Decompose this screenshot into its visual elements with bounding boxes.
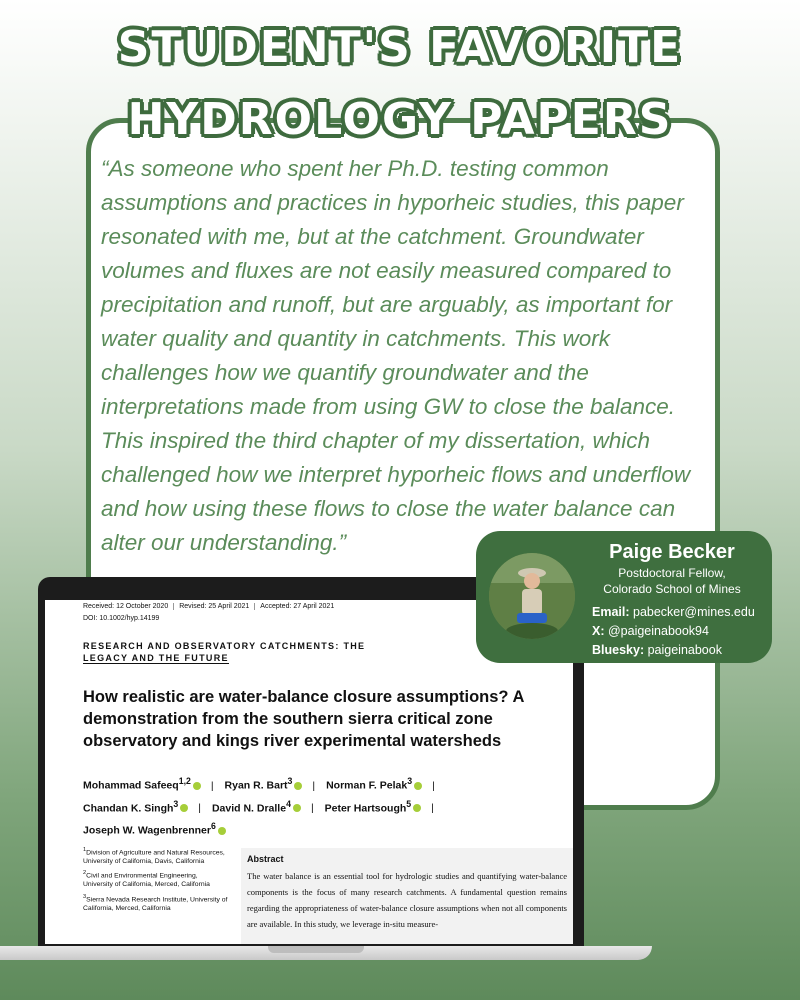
author-name: Peter Hartsough: [324, 802, 407, 814]
separator: |: [432, 779, 435, 792]
quote-line: and how using these flows to close the water balance can: [101, 496, 676, 521]
separator: |: [310, 802, 314, 814]
paper-dates: [83, 603, 339, 610]
quote-line: This inspired the third chapter of my dissertation, which: [101, 428, 650, 453]
affiliation-item: [83, 893, 229, 913]
section-tag-line-1: RESEARCH AND OBSERVATORY CATCHMENTS: THE: [83, 641, 366, 651]
affiliation-item: [83, 846, 229, 866]
bluesky-handle[interactable]: paigeinabook: [647, 643, 722, 657]
author-row: [83, 795, 543, 818]
quote-line: alter our understanding.”: [101, 530, 347, 555]
quote-line: volumes and fluxes are not easily measured compared to: [101, 258, 672, 283]
affiliation-item: [83, 869, 229, 889]
affiliation-text: Sierra Nevada Research Institute, University of California, Merced, California: [83, 896, 228, 912]
author-sup: 3: [287, 776, 293, 786]
author-name: Joseph W. Wagenbrenner: [83, 824, 211, 837]
author-sup: 4: [286, 798, 291, 809]
received-date: Received: 12 October 2020: [83, 603, 169, 610]
affiliation-sup: 3: [83, 893, 87, 900]
author-row: [83, 772, 543, 795]
separator: |: [431, 802, 434, 814]
author-sup: 5: [406, 798, 412, 809]
author-sup: 6: [210, 821, 216, 831]
affiliation-sup: 1: [83, 847, 87, 853]
quote-line: challenged how we interpret hyporheic flows and underflow: [101, 462, 691, 487]
abstract-box: [241, 848, 573, 944]
orcid-icon: [413, 804, 421, 812]
contact-x[interactable]: [592, 622, 755, 641]
author-sup: 3: [173, 798, 179, 809]
revised-date: Revised: 25 April 2021: [173, 603, 254, 610]
author-sup: 1,2: [178, 776, 191, 786]
accepted-date: Accepted: 27 April 2021: [254, 603, 339, 610]
author-role: [588, 565, 756, 597]
page-title-line-1: STUDENT'S FAVORITE: [117, 22, 683, 73]
affiliation-text: Division of Agriculture and Natural Resources, University of California, Davis, California: [83, 849, 225, 865]
orcid-icon: [218, 827, 226, 835]
separator: |: [312, 779, 316, 792]
email-value[interactable]: pabecker@mines.edu: [633, 605, 755, 619]
author-name-heading: Paige Becker: [609, 541, 735, 563]
orcid-icon: [414, 782, 422, 790]
affiliations: [83, 846, 229, 916]
abstract-heading: Abstract: [247, 854, 284, 864]
quote-line: precipitation and runoff, but are arguably, as important for: [101, 292, 673, 317]
author-photo-icon: [489, 553, 575, 639]
orcid-icon: [180, 804, 188, 812]
bluesky-label: Bluesky:: [592, 643, 645, 657]
x-handle[interactable]: @paigeinabook94: [607, 624, 709, 638]
quote-line: water quality and quantity in catchments. This work: [101, 326, 610, 351]
author-contact: [592, 603, 755, 660]
quote-line: assumptions and practices in hyporheic studies, this paper: [101, 190, 684, 215]
author-name: Ryan R. Bart: [224, 779, 288, 792]
author-role-line-2: Colorado School of Mines: [603, 582, 741, 596]
paper-authors: [83, 772, 543, 840]
orcid-icon: [294, 782, 302, 790]
affiliation-sup: 2: [83, 870, 87, 877]
contact-bluesky[interactable]: [592, 641, 755, 660]
author-card: [476, 531, 772, 663]
quote-line: “As someone who spent her Ph.D. testing common: [101, 156, 609, 181]
section-tag: [83, 640, 383, 664]
page-title-line-2: HYDROLOGY PAPERS: [127, 94, 673, 145]
orcid-icon: [193, 782, 201, 790]
author-avatar: [489, 553, 575, 639]
section-tag-line-2: LEGACY AND THE FUTURE: [83, 653, 229, 663]
paper-title: How realistic are water-balance closure assumptions? A demonstration from the southern sierra critical zone observatory and kings river experimental watersheds: [83, 688, 524, 750]
separator: |: [210, 779, 214, 792]
author-row: [83, 817, 543, 840]
abstract-text: The water balance is an essential tool for hydrologic studies and quantifying water-balance components is the focus of many research catchments. A fundamental question remains regarding the appropriateness of water-balance closure assumptions when not all components are available. In this study, we leverage in-situ measure-: [247, 871, 567, 929]
email-label: Email:: [592, 605, 630, 619]
laptop-notch: [268, 946, 364, 953]
x-label: X:: [592, 624, 605, 638]
author-role-line-1: Postdoctoral Fellow,: [618, 566, 726, 580]
orcid-icon: [293, 804, 301, 812]
separator: |: [198, 802, 202, 814]
author-name: Chandan K. Singh: [83, 802, 174, 814]
paper-doi: DOI: 10.1002/hyp.14199: [83, 615, 160, 622]
quote-line: interpretations made from using GW to close the balance.: [101, 394, 676, 419]
author-name: Mohammad Safeeq: [83, 779, 179, 792]
author-name: Norman F. Pelak: [326, 779, 408, 792]
contact-email[interactable]: [592, 603, 755, 622]
affiliation-text: Civil and Environmental Engineering, University of California, Merced, California: [83, 872, 210, 889]
author-name: David N. Dralle: [211, 802, 287, 814]
quote-line: challenges how we quantify groundwater and the: [101, 360, 589, 385]
quote-text: [101, 152, 701, 560]
author-sup: 3: [407, 776, 413, 786]
quote-line: resonated with me, but at the catchment. Groundwater: [101, 224, 644, 249]
